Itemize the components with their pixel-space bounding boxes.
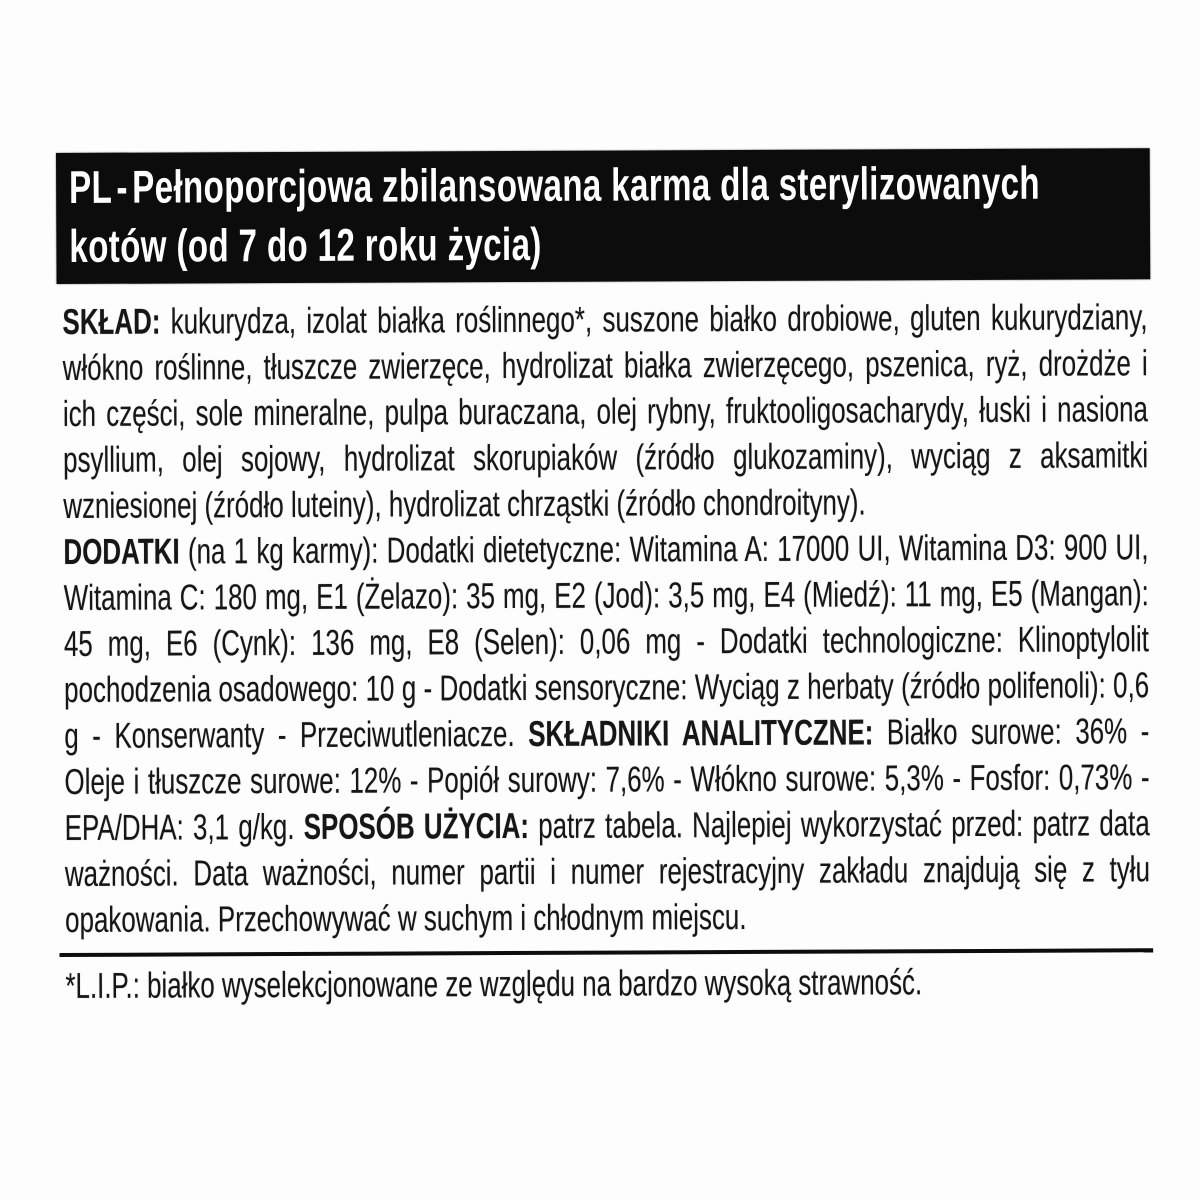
additives-paragraph [63, 524, 1150, 943]
analytical-text: Białko surowe: 36% - Oleje i tłuszcze surowe: 12% - Popiół surowy: 7,6% - Włókno surowe: 5,3% - Fosfor: 0,73% - EPA/DHA: 3,1 g/kg. [64, 710, 1150, 848]
header-dash: - [116, 160, 128, 213]
product-label [56, 148, 1154, 1009]
language-code: PL [68, 160, 113, 213]
ingredients-paragraph [62, 294, 1148, 529]
additives-text: (na 1 kg karmy): Dodatki dietetyczne: Witamina A: 17000 UI, Witamina D3: 900 UI, Witamina C: 180 mg, E1 (Żelazo): 35 mg, E2 (Jod): 3,5 mg, E4 (Miedź): 11 mg, E5 (Mangan): 45 mg, E6 (Cynk): 136 mg, E8 (Selen): 0,06 mg - Dodatki technologiczne: Klinoptylolit pochodzenia osadowego: 10 g - Dodatki sensoryczne: Wyciąg z herbaty (źródło polifenoli): 0,6 g - Konserwanty - Przeciwutleniacze. [63, 526, 1150, 756]
additives-label: DODATKI [63, 530, 180, 572]
analytical-label: SKŁADNIKI ANALITYCZNE: [528, 711, 874, 754]
usage-label: SPOSÓB UŻYCIA: [303, 804, 530, 847]
footnote [60, 958, 1154, 1009]
ingredients-label: SKŁAD: [62, 300, 161, 342]
footnote-divider [59, 948, 1153, 957]
header-title: Pełnoporcjowa zbilansowana karma dla sterylizowanych kotów (od 7 do 12 roku życia) [69, 156, 1041, 272]
usage-text: patrz tabela. Najlepiej wykorzystać przed: patrz data ważności. Data ważności, numer partii i numer rejestracyjny zakładu znajdują się z tyłu opakowania. Przechowywać w suchym i chłodnym miejscu. [64, 802, 1151, 940]
footnote-text: *L.I.P.: białko wyselekcjonowane ze względu na bardzo wysoką strawność. [65, 961, 923, 1006]
header-bar [56, 148, 1150, 284]
ingredients-text: kukurydza, izolat białka roślinnego*, suszone białko drobiowe, gluten kukurydziany, włókno roślinne, tłuszcze zwierzęce, hydrolizat białka zwierzęcego, pszenica, ryż, drożdże i ich części, sole mineralne, pulpa buraczana, olej rybny, fruktooligosacharydy, łuski i nasiona psyllium, olej sojowy, hydrolizat skorupiaków (źródło glukozaminy), wyciąg z aksamitki wzniesionej (źródło luteiny), hydrolizat chrząstki (źródło chondroityny). [62, 296, 1149, 526]
label-body [57, 294, 1153, 943]
